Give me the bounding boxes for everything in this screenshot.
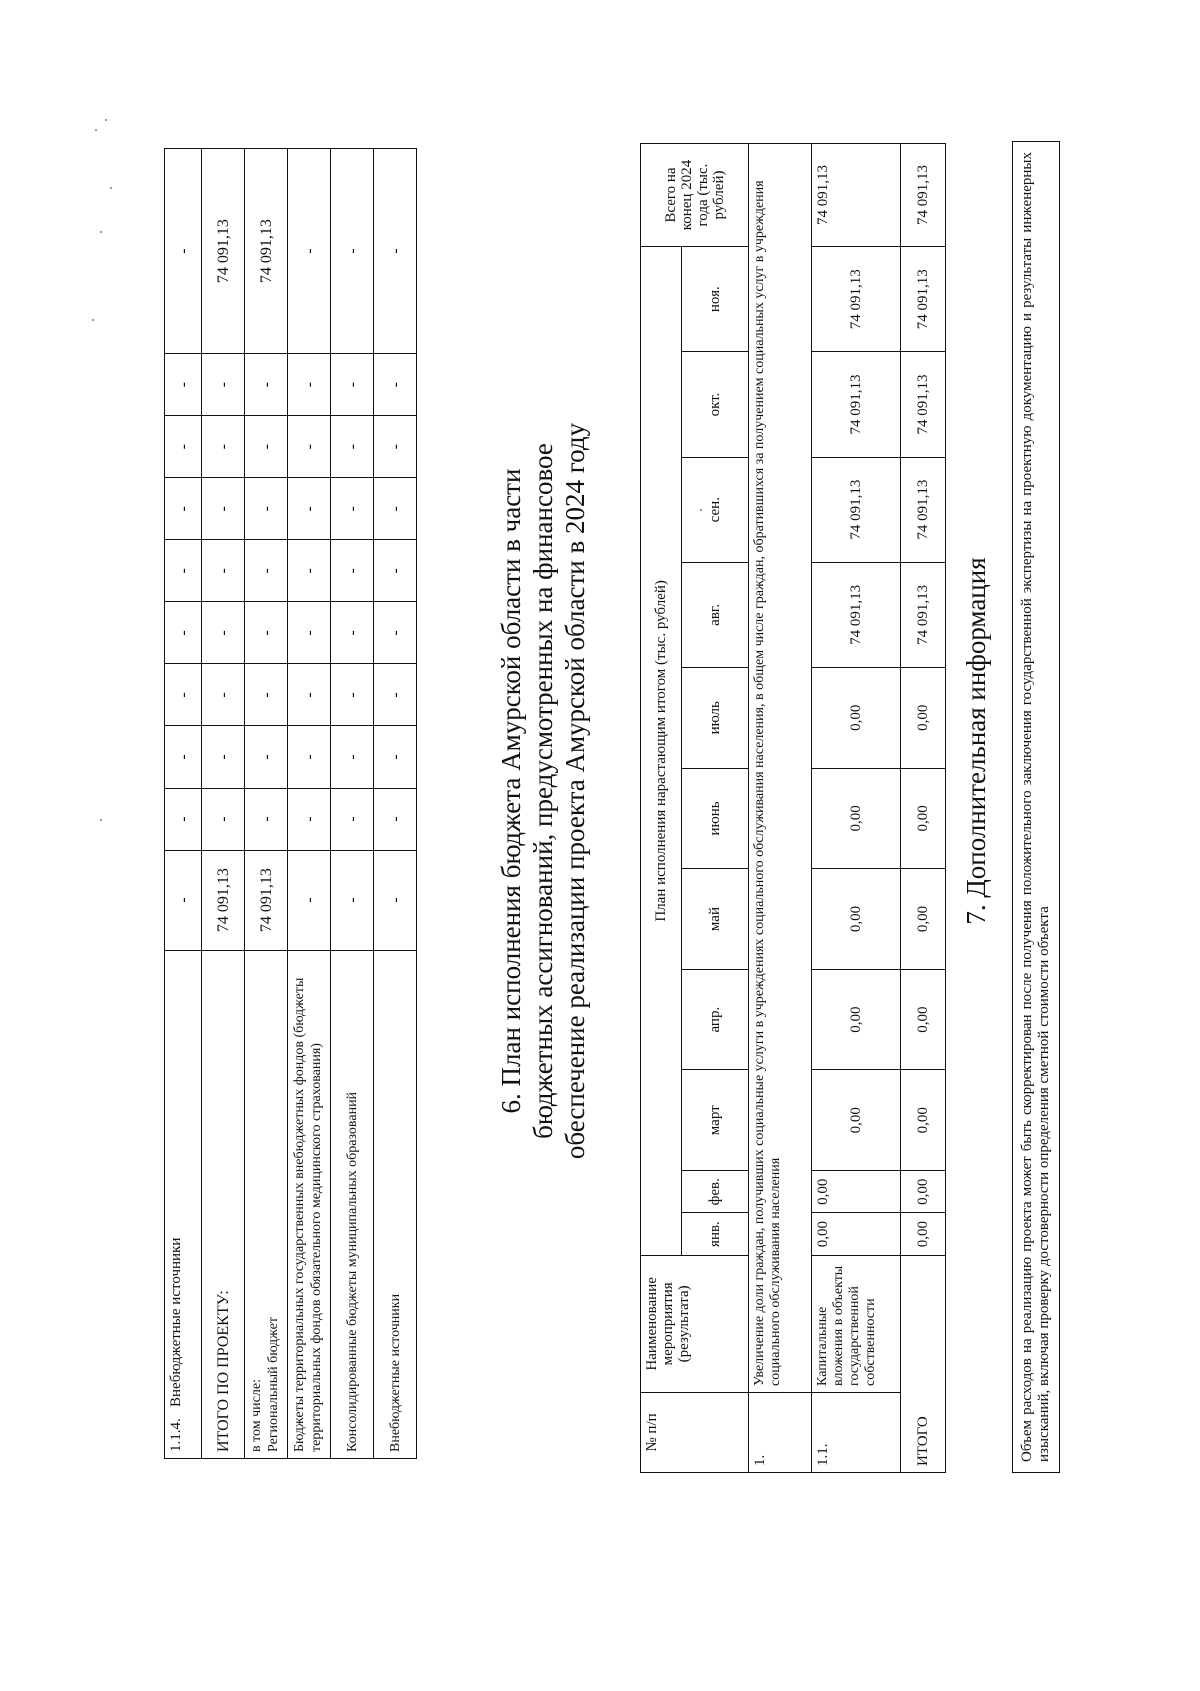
value-cell: - — [331, 354, 374, 416]
value-cell: 0,00 — [812, 1070, 901, 1171]
value-cell: 0,00 — [812, 768, 901, 869]
header-num: № п/п — [641, 1392, 749, 1472]
value-cell: - — [288, 354, 331, 416]
header-month: май — [682, 869, 749, 970]
header-month: фев. — [682, 1171, 749, 1213]
row-label: ИТОГО ПО ПРОЕКТУ: — [202, 950, 245, 1458]
value-cell: - — [331, 540, 374, 602]
total-cell: - — [374, 149, 417, 354]
header-month: апр. — [682, 969, 749, 1070]
row-sublabel: в том числе: — [249, 1379, 264, 1452]
value-cell: - — [245, 540, 288, 602]
row-label: Внебюджетные источники — [374, 950, 417, 1458]
value-cell: - — [202, 726, 245, 788]
value-cell: 0,00 — [901, 1070, 946, 1171]
row-label: Внебюджетные источники — [168, 1237, 184, 1407]
value-cell: - — [165, 664, 202, 726]
total-cell: 74 091,13 — [901, 144, 946, 247]
table2-row-itogo — [901, 144, 946, 1473]
value-cell: - — [165, 726, 202, 788]
header-month: ноя. — [682, 247, 749, 352]
value-cell: - — [288, 540, 331, 602]
value-cell: 0,00 — [901, 969, 946, 1070]
value-cell: 74 091,13 — [901, 562, 946, 667]
value-cell: 74 091,13 — [812, 562, 901, 667]
value-cell: 0,00 — [812, 1213, 901, 1255]
row-number: 1.1. — [812, 1392, 901, 1472]
header-month: авг. — [682, 562, 749, 667]
budget-execution-plan-table — [640, 143, 946, 1473]
value-cell: 0,00 — [901, 869, 946, 970]
heading-line: обеспечение реализации проекта Амурской области в 2024 году — [560, 422, 590, 1160]
value-cell: - — [165, 788, 202, 850]
row-label: Бюджеты территориальных государственных внебюджетных фондов (бюджеты территориальных фондов обязательного медицинского страхования) — [288, 950, 331, 1458]
heading-line: 6. План исполнения бюджета Амурской области в части — [496, 468, 526, 1114]
additional-info-text — [1012, 141, 1060, 1473]
value-cell: 0,00 — [812, 969, 901, 1070]
scan-speck — [105, 119, 107, 121]
scan-speck — [100, 231, 102, 233]
value-cell: - — [202, 416, 245, 478]
value-cell: - — [165, 416, 202, 478]
value-cell: - — [202, 540, 245, 602]
funding-sources-table — [164, 148, 417, 1459]
value-cell: 0,00 — [901, 667, 946, 768]
row-label-text: Региональный бюджет — [266, 1317, 281, 1452]
value-cell: - — [245, 354, 288, 416]
value-cell: - — [288, 788, 331, 850]
value-cell: - — [331, 850, 374, 950]
header-month: июль — [682, 667, 749, 768]
value-cell: - — [245, 664, 288, 726]
header-month: окт. — [682, 352, 749, 457]
value-cell: - — [165, 602, 202, 664]
value-cell: - — [202, 602, 245, 664]
header-month: янв. — [682, 1213, 749, 1255]
total-cell: 74 091,13 — [245, 149, 288, 354]
scan-speck — [95, 129, 97, 131]
table2-row-capital-investment — [812, 144, 901, 1473]
value-cell: - — [374, 602, 417, 664]
value-cell: - — [165, 354, 202, 416]
value-cell: 74 091,13 — [901, 247, 946, 352]
row-label: Консолидированные бюджеты муниципальных образований — [331, 950, 374, 1458]
value-cell: 0,00 — [901, 768, 946, 869]
scan-speck — [110, 187, 112, 189]
table1-row-offbudget-funds — [288, 149, 331, 1459]
value-cell: - — [245, 602, 288, 664]
total-cell: 74 091,13 — [812, 144, 901, 247]
value-cell: - — [288, 478, 331, 540]
value-cell: 74 091,13 — [245, 850, 288, 950]
table1-row-regional — [245, 149, 288, 1459]
header-month: сен. — [682, 457, 749, 562]
row-label: Капитальные вложения в объекты государственной собственности — [812, 1255, 901, 1392]
total-cell: - — [288, 149, 331, 354]
value-cell: - — [202, 664, 245, 726]
value-cell: - — [331, 726, 374, 788]
value-cell: - — [374, 664, 417, 726]
value-cell: - — [374, 478, 417, 540]
value-cell: - — [245, 478, 288, 540]
value-cell: 0,00 — [812, 1171, 901, 1213]
header-name: Наименование мероприятия (результата) — [641, 1255, 749, 1392]
header-total: Всего на конец 2024 года (тыс. рублей) — [641, 144, 749, 247]
table1-top-label-cell — [165, 950, 202, 1458]
value-cell: - — [374, 354, 417, 416]
scan-speck — [92, 319, 94, 321]
value-cell: - — [331, 416, 374, 478]
table2-row-goal — [749, 144, 812, 1473]
heading-line: 7. Дополнительная информация — [961, 557, 991, 925]
value-cell: - — [288, 664, 331, 726]
row-number: 1.1.4. — [168, 1418, 184, 1452]
value-cell: - — [245, 416, 288, 478]
value-cell: - — [288, 726, 331, 788]
value-cell: - — [245, 788, 288, 850]
total-cell: - — [165, 149, 202, 354]
table1-row-extrabudget — [374, 149, 417, 1459]
value-cell: 74 091,13 — [812, 457, 901, 562]
value-cell: - — [245, 726, 288, 788]
header-month: июнь — [682, 768, 749, 869]
value-cell: - — [202, 788, 245, 850]
value-cell: - — [165, 850, 202, 950]
value-cell: - — [288, 416, 331, 478]
header-month: март — [682, 1070, 749, 1171]
value-cell: - — [331, 788, 374, 850]
value-cell: - — [374, 850, 417, 950]
row-label: ИТОГО — [901, 1255, 946, 1472]
row-label — [245, 950, 288, 1458]
section-7-heading — [960, 491, 992, 991]
value-cell: 0,00 — [901, 1213, 946, 1255]
value-cell: 0,00 — [901, 1171, 946, 1213]
value-cell: - — [374, 726, 417, 788]
value-cell: - — [165, 478, 202, 540]
value-cell: 74 091,13 — [812, 352, 901, 457]
value-cell: - — [374, 540, 417, 602]
value-cell: 74 091,13 — [202, 850, 245, 950]
scan-speck — [700, 509, 702, 511]
table1-row-extrabudget-1-1-4 — [165, 149, 202, 1459]
value-cell: - — [202, 478, 245, 540]
section-6-heading — [495, 391, 591, 1191]
value-cell: - — [202, 354, 245, 416]
total-cell: - — [331, 149, 374, 354]
value-cell: - — [331, 664, 374, 726]
total-cell: 74 091,13 — [202, 149, 245, 354]
value-cell: - — [165, 540, 202, 602]
value-cell: 74 091,13 — [901, 352, 946, 457]
value-cell: - — [331, 478, 374, 540]
value-cell: - — [288, 602, 331, 664]
value-cell: - — [288, 850, 331, 950]
goal-text: Увеличение доли граждан, получивших социальные услуги в учреждениях социального обслуживания населения, в общем числе граждан, обратившихся за получением социальных услуг в учреждения социального обслуживания населения — [749, 144, 812, 1393]
row-number: 1. — [749, 1392, 812, 1472]
scan-speck — [100, 819, 102, 821]
header-plan: План исполнения нарастающим итогом (тыс. рублей) — [641, 247, 682, 1256]
paragraph: Объем расходов на реализацию проекта может быть скорректирован после получения положительного заключения государственной экспертизы на проектную документацию и результаты инженерных изысканий, включая проверку достоверности определения сметной стоимости объекта — [1019, 152, 1052, 1462]
value-cell: 0,00 — [812, 667, 901, 768]
heading-line: бюджетных ассигнований, предусмотренных на финансовое — [528, 443, 558, 1139]
value-cell: 0,00 — [812, 869, 901, 970]
value-cell: - — [374, 416, 417, 478]
value-cell: 74 091,13 — [901, 457, 946, 562]
table2-header-row — [641, 144, 682, 1473]
value-cell: - — [374, 788, 417, 850]
value-cell: - — [331, 602, 374, 664]
table1-row-itogo — [202, 149, 245, 1459]
value-cell: 74 091,13 — [812, 247, 901, 352]
table1-row-municipal — [331, 149, 374, 1459]
